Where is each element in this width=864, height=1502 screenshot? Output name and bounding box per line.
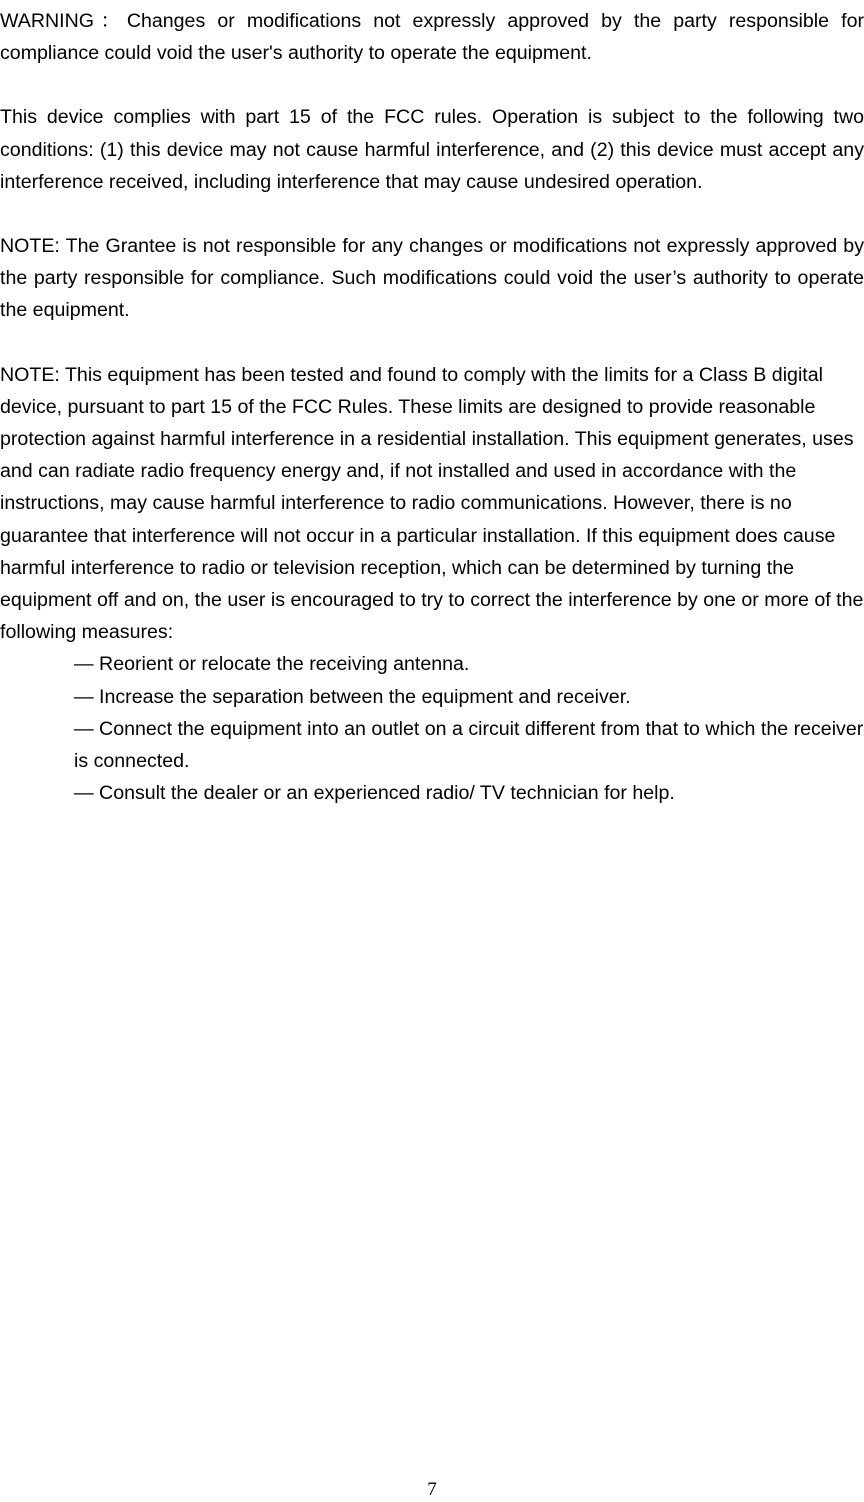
warning-paragraph: WARNING：Changes or modifications not expressly approved by the party responsible for compliance could void the user's authority to operate the equipment.	[0, 10, 864, 65]
measure-item: — Connect the equipment into an outlet on a circuit different from that to which the receiver is connected.	[74, 717, 864, 773]
measure-item: — Reorient or relocate the receiving antenna.	[74, 653, 470, 676]
class-b-note-paragraph: NOTE: This equipment has been tested and found to comply with the limits for a Class B digital device, pursuant to part 15 of the FCC Rules. These limits are designed to provide reasonable protection against harmful interference in a residential installation. This equipment generates, uses and can radiate radio frequency energy and, if not installed and used in accordance with the instructions, may cause harmful interference to radio communications. However, there is no guarantee that interference will not occur in a particular installation. If this equipment does cause harmful interference to radio or television reception, which can be determined by turning the equipment off and on, the user is encouraged to try to correct the interference by one or more of the following measures:	[0, 363, 864, 644]
fcc-compliance-paragraph: This device complies with part 15 of the FCC rules. Operation is subject to the following two conditions: (1) this device may not cause harmful interference, and (2) this device must accept any interference received, including interference that may cause undesired operation.	[0, 106, 864, 193]
grantee-note-paragraph: NOTE: The Grantee is not responsible for any changes or modifications not expressly approved by the party responsible for compliance. Such modifications could void the user’s authority to operate the equipment.	[0, 235, 864, 322]
measure-item: — Increase the separation between the equipment and receiver.	[74, 685, 631, 708]
page-number: 7	[427, 1479, 437, 1500]
measure-item: — Consult the dealer or an experienced radio/ TV technician for help.	[74, 782, 675, 805]
measures-list	[0, 648, 864, 809]
